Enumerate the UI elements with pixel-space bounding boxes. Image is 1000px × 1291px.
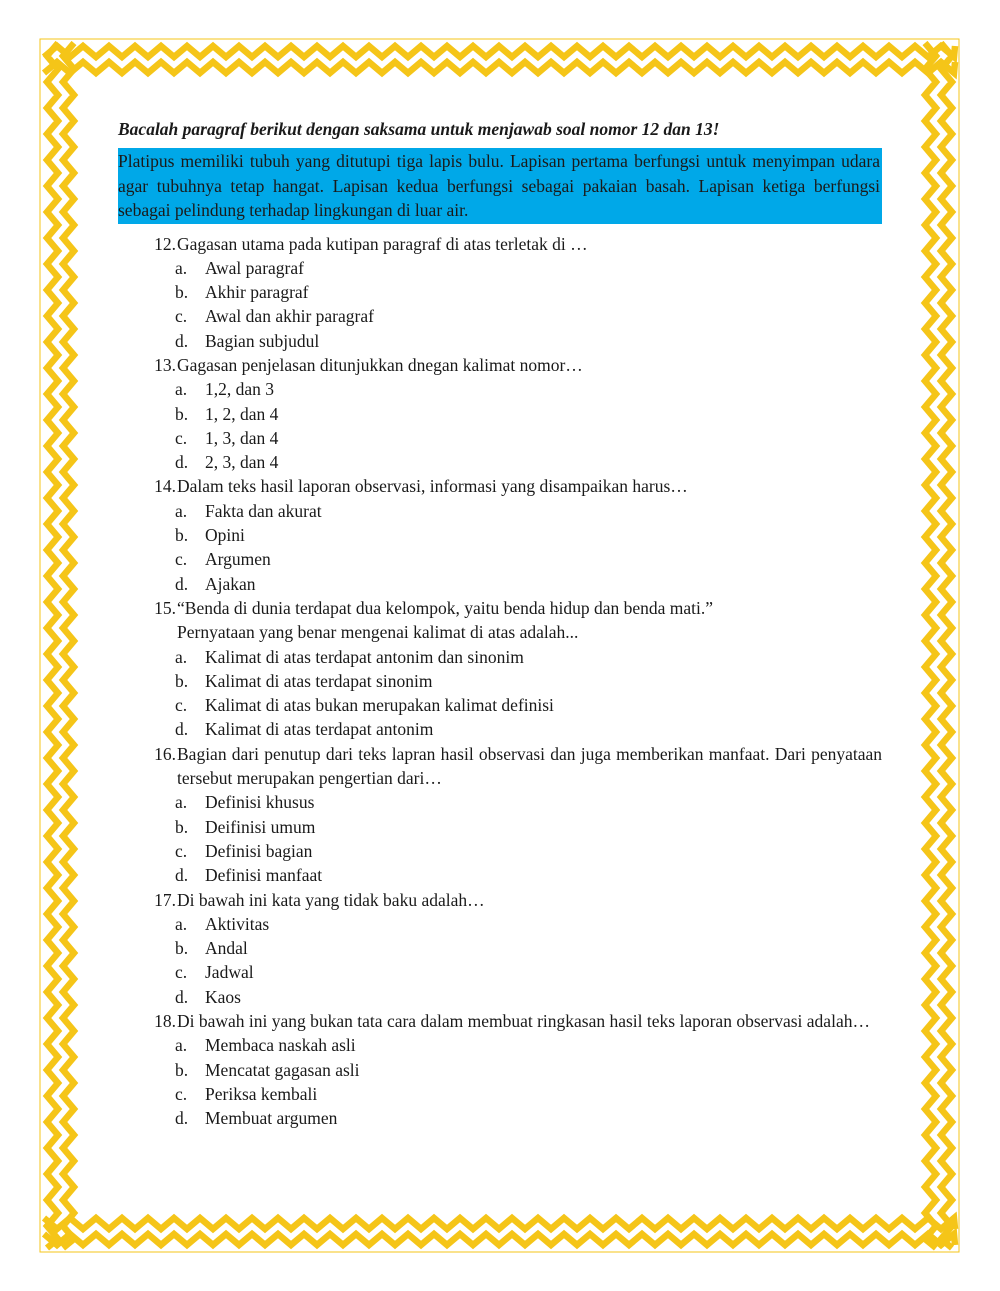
option-letter: d. [175,1108,189,1129]
answer-option [175,985,882,1009]
option-text: Deifinisi umum [205,816,316,837]
zigzag-stroke [44,1234,955,1245]
option-text: Jadwal [205,962,254,983]
question-text [177,232,882,256]
question-line: Di bawah ini kata yang tidak baku adalah… [177,889,485,910]
answer-option [175,815,882,839]
question-stem [118,232,882,256]
option-text: Kalimat di atas terdapat antonim [205,719,434,740]
question-number: 14. [154,476,176,497]
option-letter: b. [175,525,189,546]
answer-option [175,717,882,741]
option-letter: d. [175,452,189,473]
question-item [118,353,882,474]
zigzag-stroke [47,43,58,1248]
question-item [118,474,882,595]
option-letter: c. [175,427,188,448]
question-text [177,596,882,645]
answer-option [175,256,882,280]
question-number: 16. [154,743,176,764]
option-text: Awal paragraf [205,257,304,278]
answer-options [118,790,882,887]
option-letter: c. [175,695,188,716]
question-number: 18. [154,1011,176,1031]
question-number: 13. [154,354,176,375]
option-text: Kalimat di atas bukan merupakan kalimat definisi [205,695,554,716]
option-text: Ajakan [205,573,256,594]
question-text [177,888,882,912]
option-letter: d. [175,573,189,594]
question-number: 17. [154,889,176,910]
option-letter: d. [175,865,189,886]
answer-options [118,1033,882,1130]
answer-options [118,499,882,596]
option-letter: c. [175,306,188,327]
option-text: 1,2, dan 3 [205,379,275,400]
answer-option [175,645,882,669]
answer-option [175,790,882,814]
answer-option [175,912,882,936]
option-letter: b. [175,670,189,691]
answer-option [175,1082,882,1106]
option-letter: c. [175,962,188,983]
answer-option [175,280,882,304]
option-text: Aktivitas [205,913,270,934]
option-letter: c. [175,840,188,861]
zigzag-stroke [44,62,955,73]
option-letter: d. [175,330,189,351]
zigzag-stroke [925,43,936,1248]
option-text: Definisi manfaat [205,865,323,886]
answer-option [175,1033,882,1057]
answer-option [175,863,882,887]
option-text: Opini [205,525,245,546]
answer-options [118,645,882,742]
question-line: Gagasan utama pada kutipan paragraf di atas terletak di … [177,233,588,254]
answer-options [118,912,882,1009]
answer-option [175,402,882,426]
question-line: Pernyataan yang benar mengenai kalimat di atas adalah... [177,622,579,643]
question-number: 12. [154,233,176,254]
answer-option [175,450,882,474]
option-text: 1, 2, dan 4 [205,403,279,424]
answer-option [175,693,882,717]
zigzag-stroke [941,43,952,1248]
option-letter: b. [175,1059,189,1080]
answer-option [175,572,882,596]
answer-option [175,547,882,571]
question-list [118,232,882,1131]
question-item [118,1009,882,1130]
option-text: Andal [205,938,248,959]
option-text: Bagian subjudul [205,330,320,351]
option-letter: a. [175,913,188,934]
option-letter: a. [175,646,188,667]
question-line: Di bawah ini yang bukan tata cara dalam membuat ringkasan hasil teks laporan observasi adalah… [177,1011,870,1031]
worksheet-content [118,117,882,1130]
question-text [177,742,882,791]
answer-options [118,377,882,474]
answer-option [175,669,882,693]
option-text: Akhir paragraf [205,282,309,303]
option-letter: b. [175,282,189,303]
option-letter: a. [175,792,188,813]
answer-option [175,329,882,353]
zigzag-stroke [44,1218,955,1229]
option-letter: d. [175,986,189,1007]
question-line: Gagasan penjelasan ditunjukkan dnegan kalimat nomor… [177,354,583,375]
question-item [118,888,882,1009]
option-text: 1, 3, dan 4 [205,427,279,448]
option-text: Argumen [205,549,271,570]
answer-options [118,256,882,353]
answer-option [175,936,882,960]
question-line: Bagian dari penutup dari teks lapran hasil observasi dan juga memberikan manfaat. Dari penyataan tersebut merupakan pengertian dari… [177,743,882,789]
answer-option [175,960,882,984]
option-text: Kalimat di atas terdapat sinonim [205,670,433,691]
question-number: 15. [154,597,176,618]
question-stem [118,596,882,645]
zigzag-stroke [63,43,74,1248]
option-letter: d. [175,719,189,740]
question-text [177,474,882,498]
answer-option [175,1106,882,1130]
question-stem [118,353,882,377]
option-text: Awal dan akhir paragraf [205,306,374,327]
option-text: Membaca naskah asli [205,1035,356,1056]
option-letter: a. [175,1035,188,1056]
option-letter: b. [175,403,189,424]
question-item [118,596,882,742]
question-text [177,1009,882,1033]
question-stem [118,888,882,912]
option-text: Definisi bagian [205,840,313,861]
question-line: Dalam teks hasil laporan observasi, informasi yang disampaikan harus… [177,476,688,497]
answer-option [175,377,882,401]
option-text: Kalimat di atas terdapat antonim dan sinonim [205,646,524,667]
option-text: Membuat argumen [205,1108,338,1129]
option-letter: a. [175,379,188,400]
question-line: “Benda di dunia terdapat dua kelompok, yaitu benda hidup dan benda mati.” [177,597,714,618]
option-letter: c. [175,1083,188,1104]
option-text: Mencatat gagasan asli [205,1059,360,1080]
passage-highlight: Platipus memiliki tubuh yang ditutupi tiga lapis bulu. Lapisan pertama berfungsi untuk menyimpan udara agar tubuhnya tetap hangat. Lapisan kedua berfungsi sebagai pakaian basah. Lapisan ketiga berfungsi sebagai pelindung terhadap lingkungan di luar air. [118,148,882,224]
option-text: Definisi khusus [205,792,315,813]
answer-option [175,499,882,523]
question-item [118,232,882,353]
zigzag-stroke [44,46,955,57]
option-text: 2, 3, dan 4 [205,452,279,473]
question-stem [118,474,882,498]
answer-option [175,1058,882,1082]
option-letter: c. [175,549,188,570]
option-letter: a. [175,500,188,521]
option-text: Periksa kembali [205,1083,318,1104]
answer-option [175,839,882,863]
option-text: Kaos [205,986,241,1007]
answer-option [175,523,882,547]
question-item [118,742,882,888]
answer-option [175,426,882,450]
question-text [177,353,882,377]
option-letter: b. [175,938,189,959]
instruction-text: Bacalah paragraf berikut dengan saksama untuk menjawab soal nomor 12 dan 13! [118,119,720,139]
answer-option [175,304,882,328]
question-stem [118,1009,882,1033]
question-stem [118,742,882,791]
option-text: Fakta dan akurat [205,500,322,521]
option-letter: a. [175,257,188,278]
option-letter: b. [175,816,189,837]
